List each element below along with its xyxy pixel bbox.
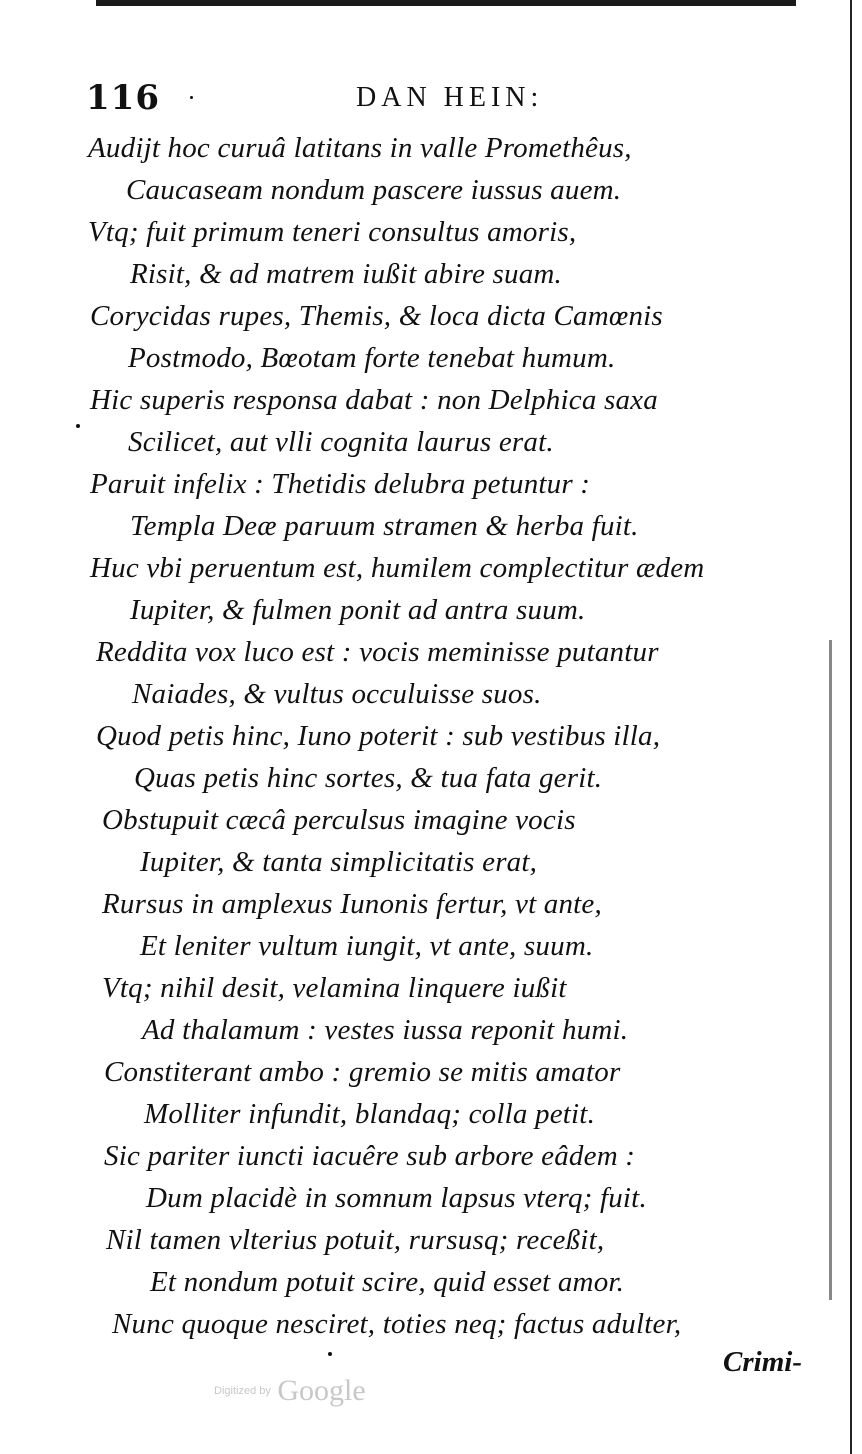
verse-line: Hic superis responsa dabat : non Delphica saxa bbox=[90, 384, 658, 416]
verse-line: Ad thalamum : vestes iussa reponit humi. bbox=[142, 1014, 629, 1046]
page-edge-right bbox=[850, 0, 852, 1454]
running-head: DAN HEIN: bbox=[356, 82, 544, 113]
verse-line: Dum placidè in somnum lapsus vterq; fuit. bbox=[146, 1182, 647, 1214]
verse-line: Obstupuit cæcâ perculsus imagine vocis bbox=[102, 804, 576, 836]
ink-speck bbox=[328, 1352, 332, 1356]
verse-line: Rursus in amplexus Iunonis fertur, vt ante, bbox=[102, 888, 602, 920]
ink-speck bbox=[190, 96, 193, 99]
page-number: 116 bbox=[86, 78, 160, 118]
google-logo: Google bbox=[277, 1374, 366, 1407]
verse-line: Scilicet, aut vlli cognita laurus erat. bbox=[128, 426, 554, 458]
verse-line: Iupiter, & tanta simplicitatis erat, bbox=[140, 846, 538, 878]
verse-line: Nunc quoque nesciret, toties neq; factus adulter, bbox=[112, 1308, 682, 1340]
verse-line: Paruit infelix : Thetidis delubra petuntur : bbox=[90, 468, 591, 500]
verse-line: Postmodo, Bœotam forte tenebat humum. bbox=[128, 342, 616, 374]
verse-line: Caucaseam nondum pascere iussus auem. bbox=[126, 174, 622, 206]
verse-line: Audijt hoc curuâ latitans in valle Promethêus, bbox=[88, 132, 632, 164]
page-edge-top bbox=[96, 0, 796, 6]
verse-line: Sic pariter iuncti iacuêre sub arbore eâdem : bbox=[104, 1140, 636, 1172]
verse-line: Vtq; fuit primum teneri consultus amoris, bbox=[88, 216, 577, 248]
verse-line: Quod petis hinc, Iuno poterit : sub vestibus illa, bbox=[96, 720, 661, 752]
verse-line: Iupiter, & fulmen ponit ad antra suum. bbox=[130, 594, 586, 626]
page-shadow-right bbox=[829, 640, 832, 1300]
catchword: Crimi- bbox=[723, 1346, 802, 1378]
ink-speck bbox=[76, 424, 80, 428]
verse-line: Risit, & ad matrem iußit abire suam. bbox=[130, 258, 562, 290]
watermark-prefix: Digitized by bbox=[214, 1385, 271, 1397]
verse-line: Constiterant ambo : gremio se mitis amator bbox=[104, 1056, 621, 1088]
verse-line: Et nondum potuit scire, quid esset amor. bbox=[150, 1266, 625, 1298]
verse-line: Vtq; nihil desit, velamina linquere iußit bbox=[102, 972, 567, 1004]
verse-line: Templa Deæ paruum stramen & herba fuit. bbox=[130, 510, 639, 542]
verse-line: Nil tamen vlterius potuit, rursusq; receßit, bbox=[106, 1224, 605, 1256]
digitized-watermark bbox=[214, 1374, 366, 1408]
verse-line: Naiades, & vultus occuluisse suos. bbox=[132, 678, 542, 710]
page-header bbox=[86, 78, 706, 122]
verse-line: Reddita vox luco est : vocis meminisse putantur bbox=[96, 636, 659, 668]
verse-line: Molliter infundit, blandaq; colla petit. bbox=[144, 1098, 596, 1130]
verse-line: Corycidas rupes, Themis, & loca dicta Camœnis bbox=[90, 300, 663, 332]
verse-line: Huc vbi peruentum est, humilem complectitur ædem bbox=[90, 552, 705, 584]
verse-line: Et leniter vultum iungit, vt ante, suum. bbox=[140, 930, 594, 962]
verse-line: Quas petis hinc sortes, & tua fata gerit. bbox=[134, 762, 603, 794]
